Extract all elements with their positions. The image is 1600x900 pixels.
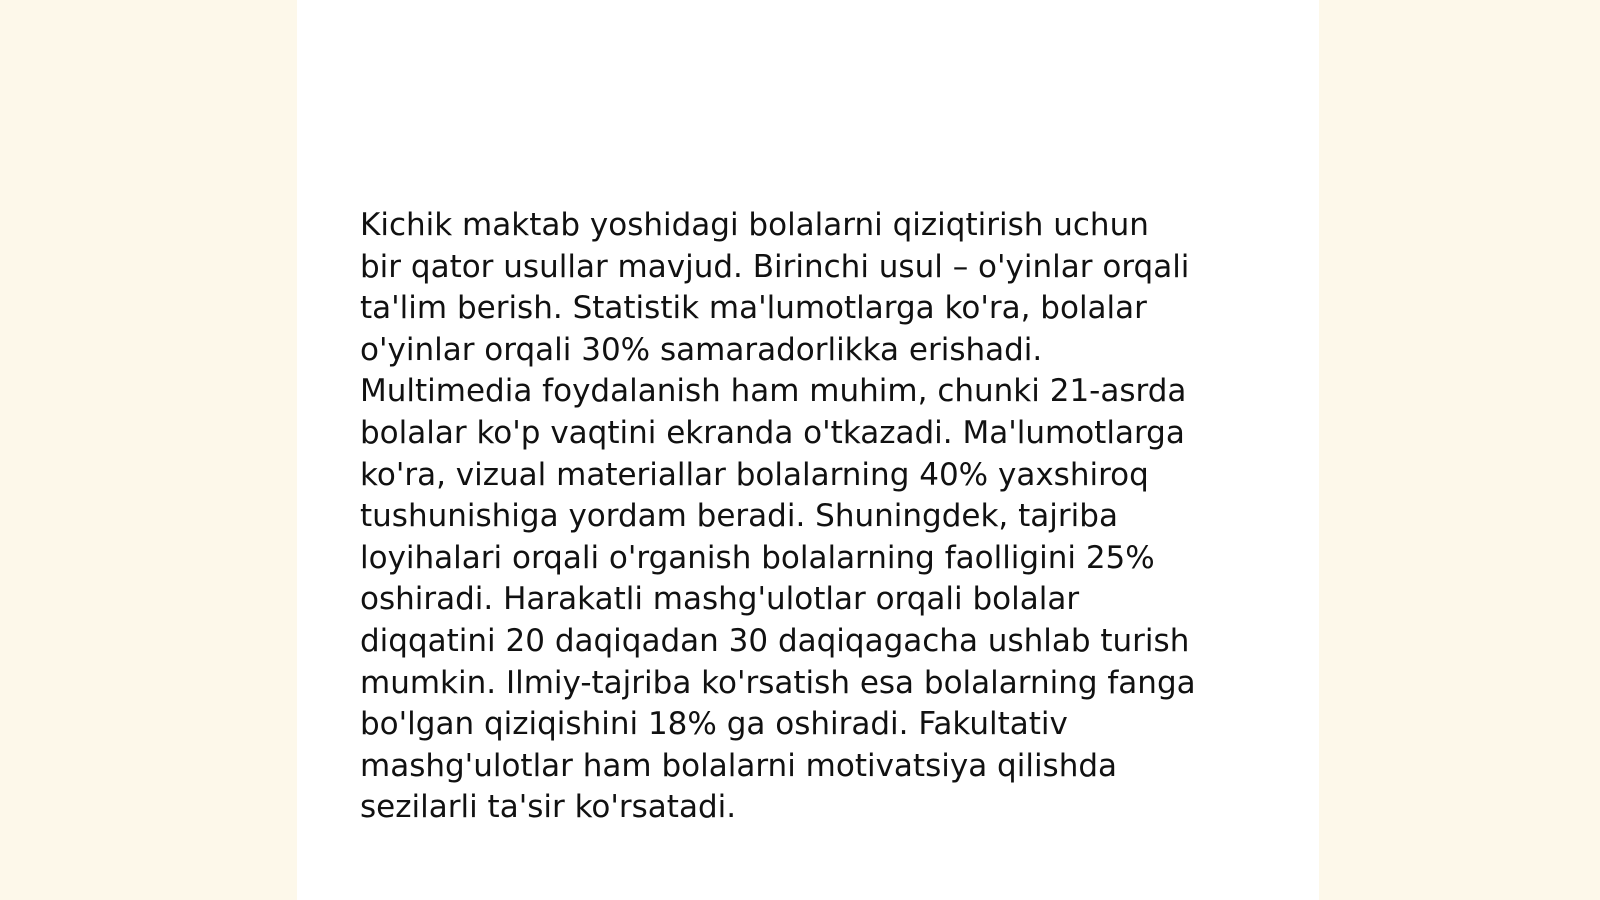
paragraph-line: diqqatini 20 daqiqadan 30 daqiqagacha ushlab turish [360,622,1190,659]
document-page [297,0,1319,900]
paragraph-line: bolalar ko'p vaqtini ekranda o'tkazadi. Ma'lumotlarga [360,414,1185,451]
paragraph-line: ko'ra, vizual materiallar bolalarning 40% yaxshiroq [360,456,1149,493]
paragraph-line: o'yinlar orqali 30% samaradorlikka erishadi. [360,331,1043,368]
paragraph-line: bo'lgan qiziqishini 18% ga oshiradi. Fakultativ [360,706,1068,743]
paragraph-line: ta'lim berish. Statistik ma'lumotlarga ko'ra, bolalar [360,290,1147,327]
paragraph-line: Multimedia foydalanish ham muhim, chunki 21-asrda [360,373,1187,410]
paragraph-line: sezilarli ta'sir ko'rsatadi. [360,789,737,826]
paragraph-line: bir qator usullar mavjud. Birinchi usul – o'yinlar orqali [360,248,1190,285]
paragraph-line: Kichik maktab yoshidagi bolalarni qiziqtirish uchun [360,207,1149,243]
paragraph-line: mashg'ulotlar ham bolalarni motivatsiya qilishda [360,747,1118,784]
paragraph-line: loyihalari orqali o'rganish bolalarning faolligini 25% [360,539,1155,576]
body-paragraph [360,205,1260,829]
paragraph-line: mumkin. Ilmiy-tajriba ko'rsatish esa bolalarning fanga [360,664,1196,701]
paragraph-line: tushunishiga yordam beradi. Shuningdek, tajriba [360,498,1118,535]
paragraph-line: oshiradi. Harakatli mashg'ulotlar orqali bolalar [360,581,1080,618]
